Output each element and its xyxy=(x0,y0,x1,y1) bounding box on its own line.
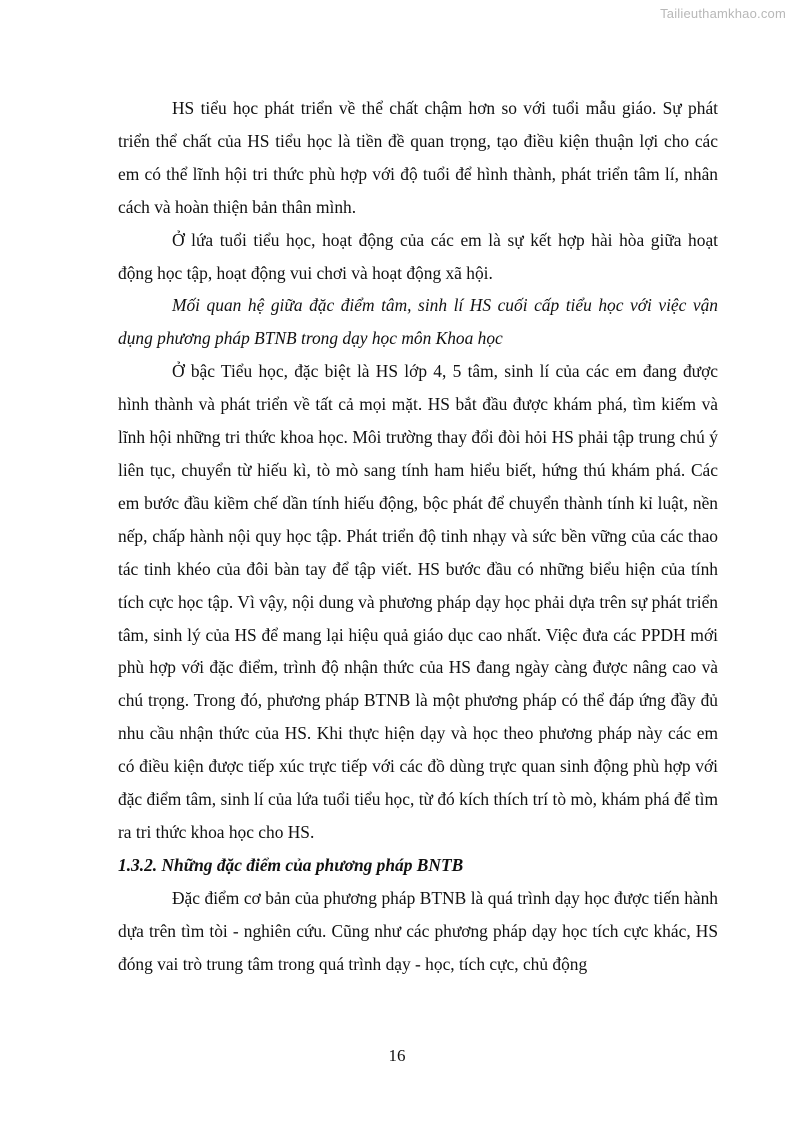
paragraph-italic-subheading: Mối quan hệ giữa đặc điểm tâm, sinh lí HS cuối cấp tiểu học với việc vận dụng phương pháp BTNB trong dạy học môn Khoa học xyxy=(118,295,718,349)
document-body xyxy=(118,92,718,980)
paragraph-physical-development: HS tiểu học phát triển về thể chất chậm hơn so với tuổi mẫu giáo. Sự phát triển thể chất của HS tiểu học là tiền đề quan trọng, tạo điều kiện thuận lợi cho các em có thể lĩnh hội tri thức phù hợp với độ tuổi để hình thành, phát triển tâm lí, nhân cách và hoàn thiện bản thân mình. xyxy=(118,98,718,217)
page-number: 16 xyxy=(388,1046,406,1065)
section-heading: 1.3.2. Những đặc điểm của phương pháp BNTB xyxy=(118,854,464,875)
watermark-text: Tailieuthamkhao.com xyxy=(660,6,786,21)
paragraph-grade-4-5: Ở bậc Tiểu học, đặc biệt là HS lớp 4, 5 tâm, sinh lí của các em đang được hình thành và phát triển về tất cả mọi mặt. HS bắt đầu được khám phá, tìm kiếm và lĩnh hội những tri thức khoa học. Môi trường thay đổi đòi hỏi HS phải tập trung chú ý liên tục, chuyển từ hiếu kì, tò mò sang tính ham hiểu biết, hứng thú khám phá. Các em bước đầu kiềm chế dần tính hiếu động, bộc phát để chuyển thành tính kỉ luật, nền nếp, chấp hành nội quy học tập. Phát triển độ tinh nhạy và sức bền vững của các thao tác tinh khéo của đôi bàn tay để tập viết. HS bước đầu có những biểu hiện của tính tích cực học tập. Vì vậy, nội dung và phương pháp dạy học phải dựa trên sự phát triển tâm, sinh lý của HS để mang lại hiệu quả giáo dục cao nhất. Việc đưa các PPDH mới phù hợp với đặc điểm, trình độ nhận thức của HS đang ngày càng được nâng cao và chú trọng. Trong đó, phương pháp BTNB là một phương pháp có thể đáp ứng đầy đủ nhu cầu nhận thức của HS. Khi thực hiện dạy và học theo phương pháp này các em có điều kiện được tiếp xúc trực tiếp với các đồ dùng trực quan sinh động phù hợp với đặc điểm tâm, sinh lí của lứa tuổi tiểu học, từ đó kích thích trí tò mò, khám phá để tìm ra tri thức khoa học cho HS. xyxy=(118,361,718,842)
paragraph-btnb-characteristics: Đặc điểm cơ bản của phương pháp BTNB là quá trình dạy học được tiến hành dựa trên tìm tòi - nghiên cứu. Cũng như các phương pháp dạy học tích cực khác, HS đóng vai trò trung tâm trong quá trình dạy - học, tích cực, chủ động xyxy=(118,887,718,974)
paragraph-activities: Ở lứa tuổi tiểu học, hoạt động của các em là sự kết hợp hài hòa giữa hoạt động học tập, hoạt động vui chơi và hoạt động xã hội. xyxy=(118,229,718,283)
